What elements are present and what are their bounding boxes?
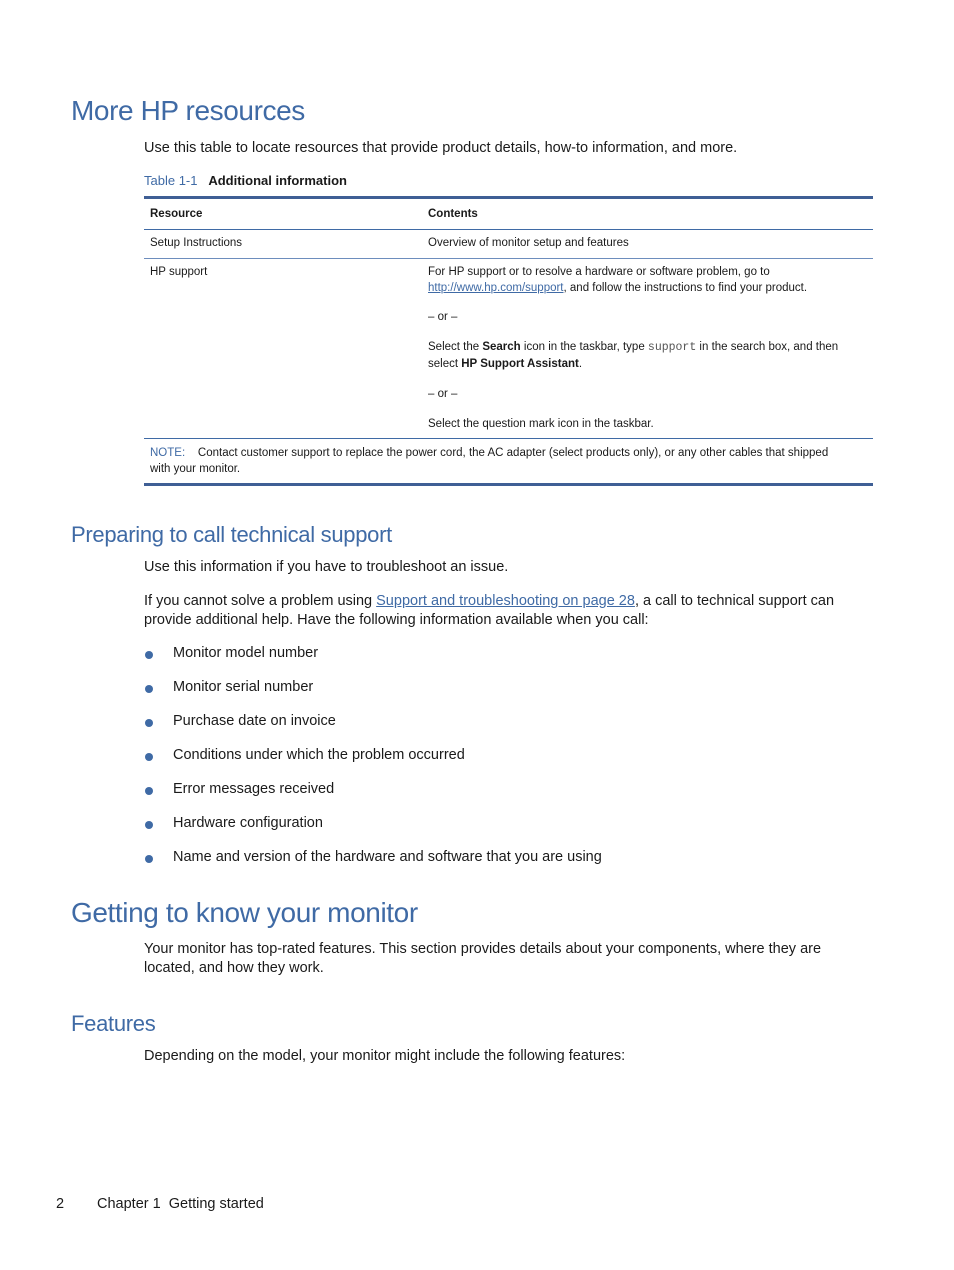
header-divider (144, 229, 873, 230)
note-line (150, 445, 828, 461)
table-row-2-contents-p3: Select the question mark icon in the taskbar. (428, 418, 654, 430)
bullet-icon (145, 685, 153, 693)
row-2-text-line (428, 280, 807, 296)
chapter-footer: Chapter 1 Getting started (97, 1196, 264, 1212)
know-paragraph (144, 940, 821, 978)
bullet-icon (145, 753, 153, 761)
bullet-icon (145, 651, 153, 659)
table-row-2-resource: HP support (150, 266, 208, 278)
table-row-2-contents-p1 (428, 264, 807, 296)
text-fragment: select (428, 358, 462, 370)
table-note (150, 445, 828, 477)
hp-support-link[interactable]: http://www.hp.com/support (428, 282, 564, 294)
row-2-text-line (428, 356, 838, 372)
list-item: Error messages received (173, 781, 335, 797)
section-heading-features: Features (71, 1011, 156, 1036)
prep-paragraph-1: Use this information if you have to troubleshoot an issue. (144, 559, 509, 575)
text-fragment: . (578, 358, 583, 370)
prep-paragraph-line: provide additional help. Have the following information available when you call: (144, 612, 649, 628)
note-text: Contact customer support to replace the power cord, the AC adapter (select products only), or any other cables that shipped (197, 447, 829, 459)
know-paragraph-line: located, and how they work. (144, 960, 324, 976)
text-fragment: If you cannot solve a problem using (144, 593, 377, 609)
row-2-text-line: For HP support or to resolve a hardware or software problem, go to (428, 266, 770, 278)
bullet-icon (145, 855, 153, 863)
bullet-icon (145, 787, 153, 795)
know-paragraph-line: Your monitor has top-rated features. This section provides details about your components, where they are (144, 941, 822, 957)
column-header-contents: Contents (428, 208, 478, 220)
list-item: Monitor serial number (173, 679, 314, 695)
bullet-icon (145, 821, 153, 829)
list-item: Name and version of the hardware and software that you are using (173, 849, 602, 865)
text-fragment: in the search box, and then (696, 341, 839, 353)
code-support: support (647, 341, 697, 354)
column-header-resource: Resource (150, 208, 203, 220)
row-2-text-after-link: , and follow the instructions to find your product. (563, 282, 808, 294)
table-caption-number: Table 1-1 (144, 173, 198, 188)
troubleshooting-link[interactable]: Support and troubleshooting on page 28 (376, 593, 635, 609)
prep-paragraph-2 (144, 592, 834, 630)
list-item: Conditions under which the problem occurred (173, 747, 465, 763)
table-caption (144, 173, 347, 188)
list-item: Hardware configuration (173, 815, 323, 831)
note-label: NOTE: (150, 447, 186, 459)
intro-paragraph: Use this table to locate resources that provide product details, how-to information, and more. (144, 140, 738, 156)
features-paragraph: Depending on the model, your monitor might include the following features: (144, 1048, 626, 1064)
section-heading-more-hp-resources: More HP resources (71, 95, 305, 126)
text-fragment: Select the (428, 341, 483, 353)
or-separator-2: – or – (428, 388, 458, 400)
text-fragment: , a call to technical support can (634, 593, 835, 609)
note-line: with your monitor. (150, 463, 241, 475)
table-row-1-resource: Setup Instructions (150, 237, 243, 249)
text-fragment: icon in the taskbar, type (520, 341, 648, 353)
section-heading-getting-to-know: Getting to know your monitor (71, 897, 418, 928)
bullet-icon (145, 719, 153, 727)
section-heading-preparing-support: Preparing to call technical support (71, 522, 392, 547)
or-separator-1: – or – (428, 311, 458, 323)
table-row-1-contents: Overview of monitor setup and features (428, 237, 629, 249)
search-term: Search (482, 341, 521, 353)
table-bottom-rule (144, 483, 873, 486)
table-caption-title: Additional information (208, 173, 347, 188)
prep-paragraph-line (144, 592, 834, 611)
table-row-2-contents-p2 (428, 339, 838, 372)
list-item: Monitor model number (173, 645, 319, 661)
row-divider (144, 258, 873, 259)
page-number: 2 (56, 1196, 65, 1212)
note-divider (144, 438, 873, 439)
list-item: Purchase date on invoice (173, 713, 336, 729)
row-2-text-line (428, 339, 838, 356)
table-top-rule (144, 196, 873, 199)
hp-support-assistant-term: HP Support Assistant (461, 358, 579, 370)
